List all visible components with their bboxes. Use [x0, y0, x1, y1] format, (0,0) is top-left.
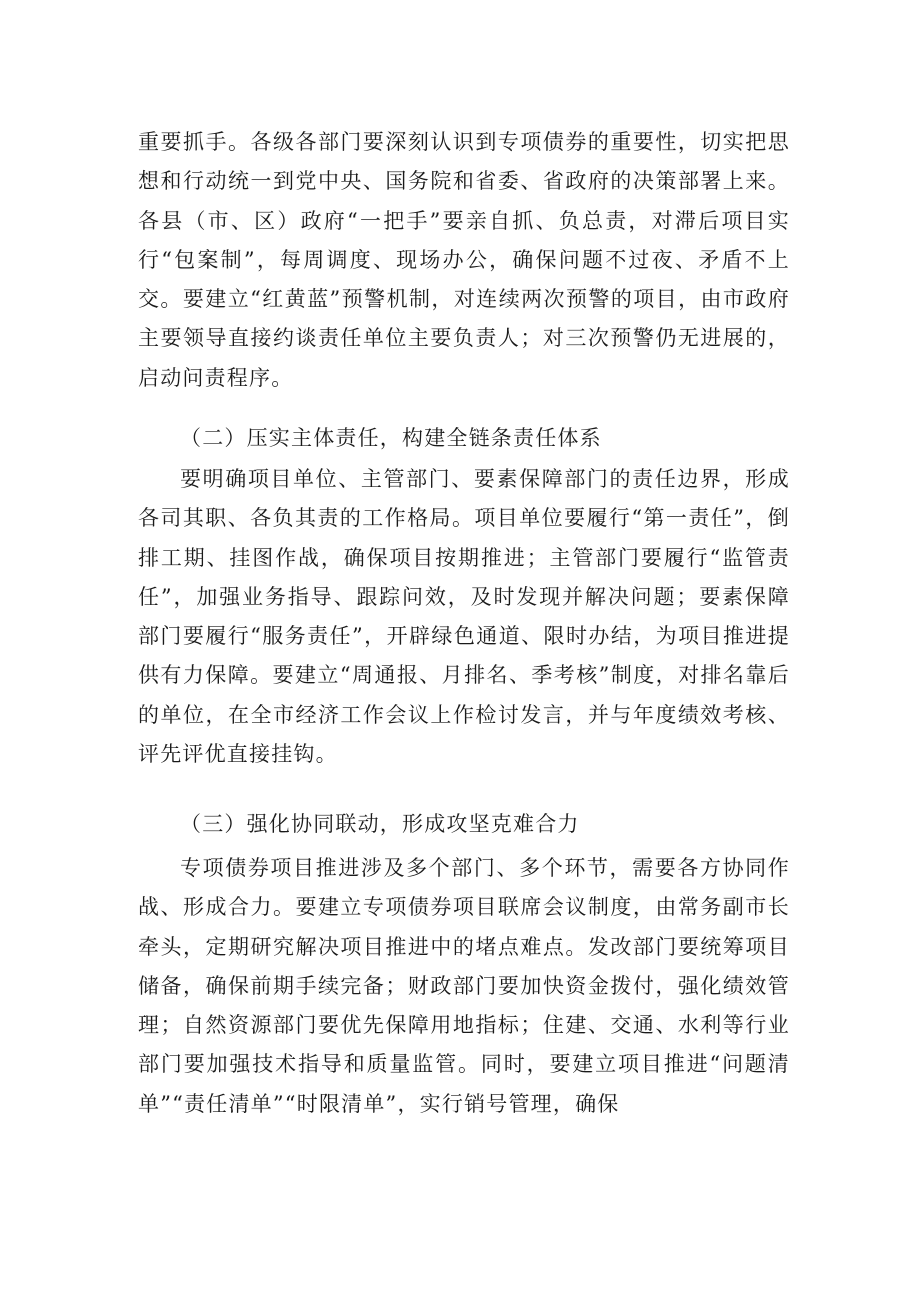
- section-heading-responsibility: （二）压实主体责任，构建全链条责任体系: [180, 426, 602, 450]
- paragraph-duty-continuation: 重要抓手。各级各部门要深刻认识到专项债券的重要性，切实把思想和行动统一到党中央、国务院和省委、省政府的决策部署上来。各县（市、区）政府“一把手”要亲自抓、负总责，对滞后项目实行“包案制”，每周调度、现场办公，确保问题不过夜、矛盾不上交。要建立“红黄蓝”预警机制，对连续两次预警的项目，由市政府主要领导直接约谈责任单位主要负责人；对三次预警仍无进展的，启动问责程序。: [138, 130, 790, 390]
- paragraph-coordination: 专项债券项目推进涉及多个部门、多个环节，需要各方协同作战、形成合力。要建立专项债券项目联席会议制度，由常务副市长牵头，定期研究解决项目推进中的堵点难点。发改部门要统筹项目储备，确保前期手续完备；财政部门要加快资金拨付，强化绩效管理；自然资源部门要优先保障用地指标；住建、交通、水利等行业部门要加强技术指导和质量监管。同时，要建立项目推进“问题清单”“责任清单”“时限清单”，实行销号管理，确保: [138, 856, 790, 1116]
- section-heading-coordination: （三）强化协同联动，形成攻坚克难合力: [180, 812, 580, 836]
- paragraph-responsibility: 要明确项目单位、主管部门、要素保障部门的责任边界，形成各司其职、各负其责的工作格局。项目单位要履行“第一责任”，倒排工期、挂图作战，确保项目按期推进；主管部门要履行“监管责任”，加强业务指导、跟踪问效，及时发现并解决问题；要素保障部门要履行“服务责任”，开辟绿色通道、限时办结，为项目推进提供有力保障。要建立“周通报、月排名、季考核”制度，对排名靠后的单位，在全市经济工作会议上作检讨发言，并与年度绩效考核、评先评优直接挂钩。: [138, 467, 790, 767]
